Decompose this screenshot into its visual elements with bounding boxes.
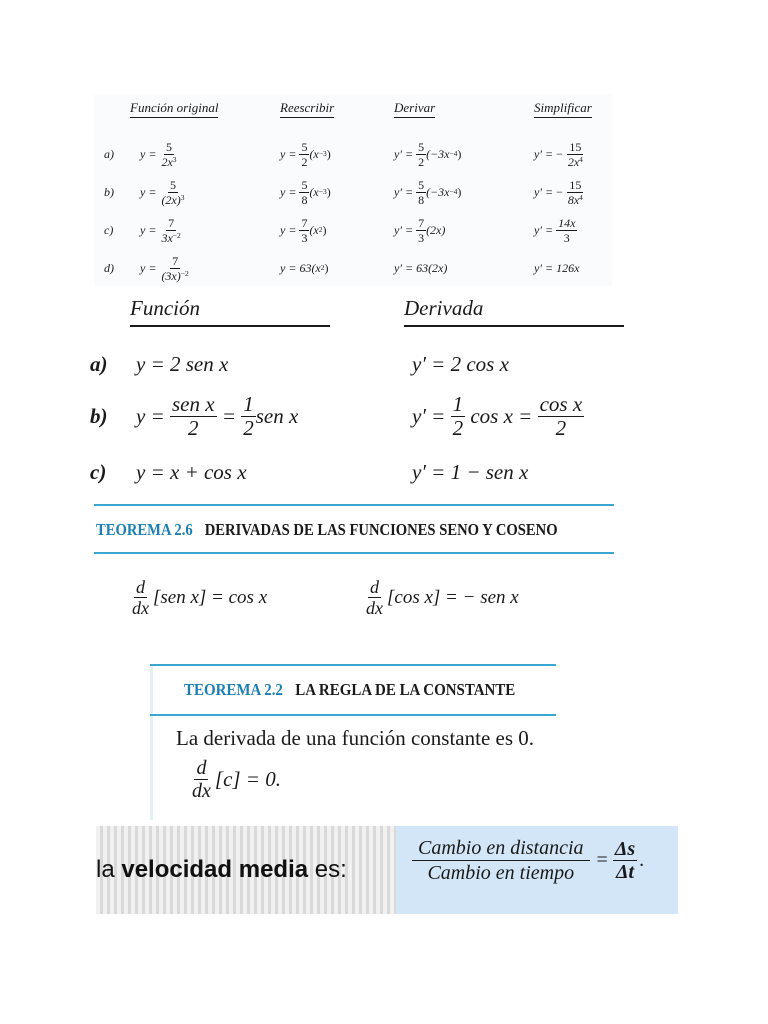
theorem-2-6-heading	[96, 520, 558, 540]
row-label: a)	[90, 352, 108, 376]
table-header-original: Función original	[130, 100, 218, 118]
trig-row-b-derivative: y′ = $\frac{1}{2}$ cos x = $\frac{\text{cos x}}{2}$	[412, 392, 583, 440]
sine-derivative-formula: $\frac{d}{dx}$ [sen x] = cos x	[132, 577, 268, 618]
table-row	[94, 248, 612, 288]
original-function: y = $\frac{5}{2x^3}$	[140, 139, 177, 169]
trig-row-b: b) y = $\frac{\text{sen x}}{2}$ = $\frac{1}{2}$ sen x	[90, 392, 299, 440]
divider	[404, 325, 624, 327]
rewritten-function: y = $\frac{5}{2}$ (x −3 )	[280, 139, 331, 169]
simplified-function: y′ = 126x	[534, 260, 580, 275]
theorem-statement: La derivada de una función constante es 0.	[176, 726, 535, 750]
divider	[94, 552, 614, 554]
rewritten-function: y = $\frac{5}{8}$ (x −3 )	[280, 177, 331, 207]
derivative-expression: y′ = 2 cos x	[412, 352, 509, 376]
original-function: y = $\frac{7}{3x^{-2}}$	[140, 215, 181, 245]
table-row	[94, 210, 612, 250]
derived-function: y′ = 63(2x)	[394, 260, 448, 275]
original-function: y = $\frac{5}{(2x)^3}$	[140, 177, 185, 207]
derived-function: y′ = $\frac{5}{8}$ (−3x −4 )	[394, 177, 462, 207]
average-velocity-banner	[96, 826, 678, 914]
table-header-derive: Derivar	[394, 100, 435, 118]
average-velocity-label: la velocidad media es:	[96, 856, 347, 883]
simplified-function: y′ = − $\frac{15}{2x^4}$	[534, 139, 583, 169]
simplified-function: y′ = − $\frac{15}{8x^4}$	[534, 177, 583, 207]
row-label: c)	[90, 460, 107, 484]
table-row	[94, 134, 612, 174]
divider	[94, 504, 614, 506]
original-function: y = $\frac{7}{(3x)^{-2}}$	[140, 253, 189, 283]
theorem-title: DERIVADAS DE LAS FUNCIONES SENO Y COSENO	[204, 520, 558, 539]
column-header-function: Función	[130, 296, 200, 320]
column-header-derivative: Derivada	[404, 296, 484, 320]
function-expression: y = x + cos x	[136, 460, 247, 484]
box-border	[150, 664, 153, 820]
table-header-rewrite: Reescribir	[280, 100, 334, 118]
table-row	[94, 172, 612, 212]
row-label: b)	[104, 184, 114, 199]
rewritten-function: y = 63(x 2 )	[280, 260, 329, 275]
theorem-2-2-box	[150, 664, 556, 820]
trig-row-c-derivative	[412, 460, 528, 485]
derivative-rewrite-table	[94, 94, 612, 286]
average-velocity-formula: $\frac{\text{Cambio en distancia}}{\text{Cambio en tiempo}}$ = $\frac{\Delta s}{\Delta t}$ .	[396, 826, 678, 914]
table-header-simplify: Simplificar	[534, 100, 592, 118]
divider	[150, 714, 556, 716]
divider	[150, 664, 556, 666]
derived-function: y′ = $\frac{5}{2}$ (−3x −4 )	[394, 139, 462, 169]
constant-rule-formula: $\frac{d}{dx}$ [c] = 0.	[192, 757, 281, 802]
rewritten-function: y = $\frac{7}{3}$ (x 2 )	[280, 215, 327, 245]
trig-row-a	[90, 352, 228, 377]
cosine-derivative-formula: $\frac{d}{dx}$ [cos x] = − sen x	[366, 577, 519, 618]
theorem-2-2-heading	[184, 680, 515, 700]
theorem-number: TEOREMA 2.6	[96, 520, 193, 539]
theorem-title: LA REGLA DE LA CONSTANTE	[295, 680, 516, 699]
theorem-number: TEOREMA 2.2	[184, 680, 283, 699]
row-label: d)	[104, 260, 114, 275]
function-expression: y = 2 sen x	[136, 352, 229, 376]
divider	[130, 325, 330, 327]
trig-row-c	[90, 460, 247, 485]
simplified-function: y′ = $\frac{14x}{3}$	[534, 215, 576, 245]
trig-row-a-derivative	[412, 352, 509, 377]
derived-function: y′ = $\frac{7}{3}$ (2x)	[394, 215, 446, 245]
derivative-expression: y′ = 1 − sen x	[412, 460, 529, 484]
row-label: c)	[104, 222, 114, 237]
row-label: a)	[104, 146, 114, 161]
row-label: b)	[90, 404, 108, 428]
